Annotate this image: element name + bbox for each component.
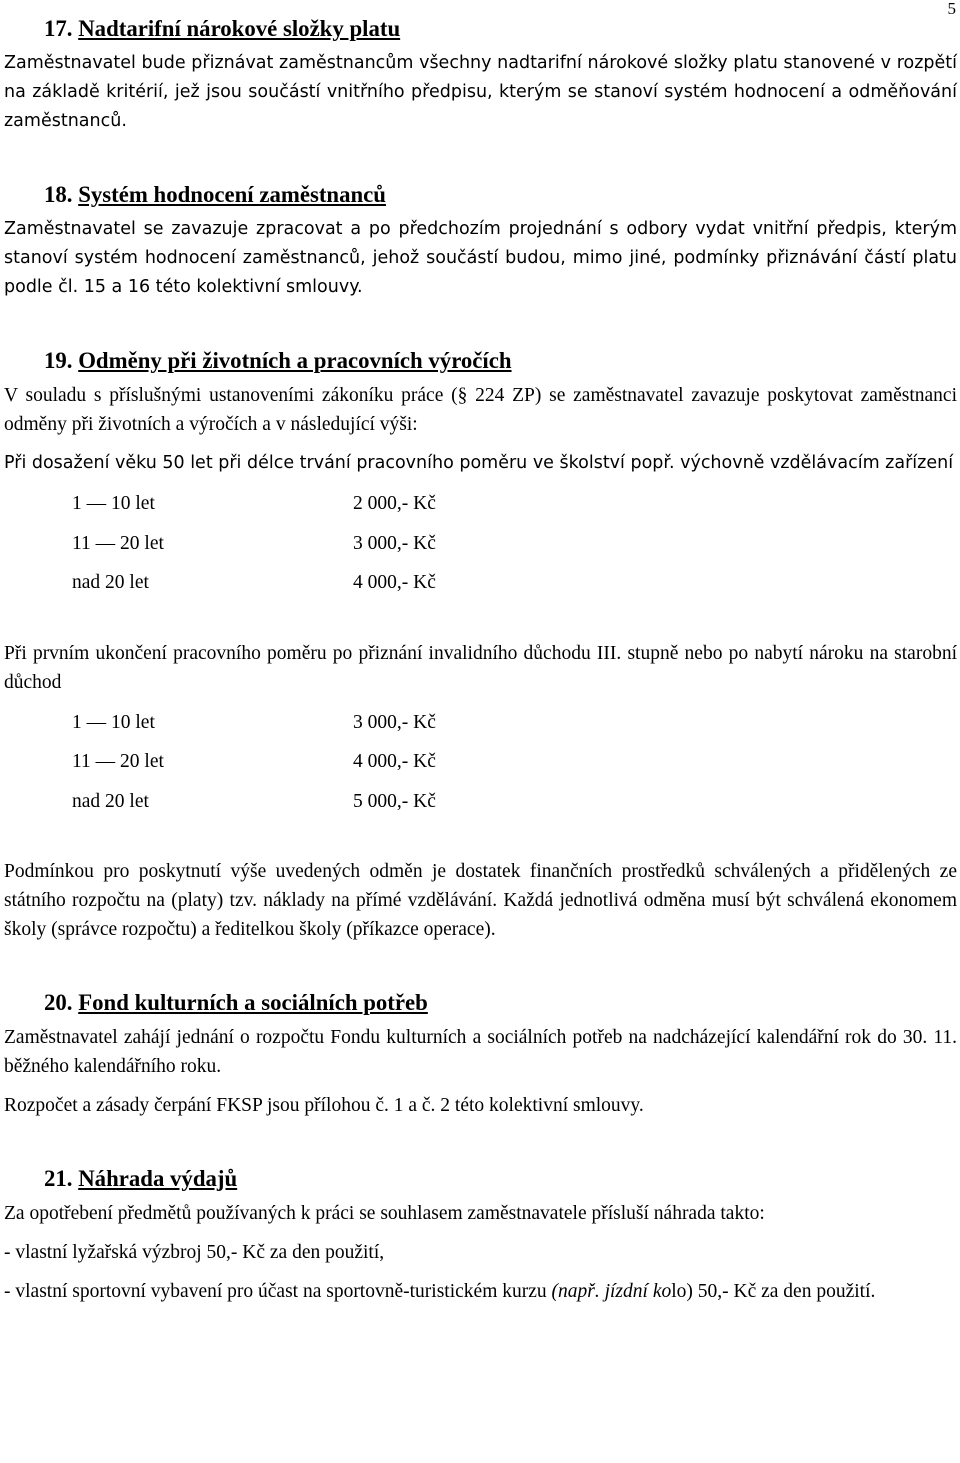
reward-table-1 <box>4 484 957 603</box>
section-title: Nadtarifní nárokové složky platu <box>78 16 401 41</box>
section-number: 17. <box>44 16 73 41</box>
list-item <box>4 1277 957 1306</box>
period-cell: 11 — 20 let <box>72 532 164 554</box>
item-text: - vlastní sportovní vybavení pro účast na sportovně-turistickém kurzu <box>4 1281 552 1302</box>
section-18-heading <box>4 180 957 209</box>
reward-row <box>72 524 957 564</box>
section-20-paragraph: Zaměstnavatel zahájí jednání o rozpočtu Fondu kulturních a sociálních potřeb na nadcházející kalendářní rok do 30. 11. běžného kalendářního roku. <box>4 1027 957 1077</box>
section-number: 19. <box>44 348 73 373</box>
amount-cell: 4 000,- Kč <box>353 572 436 594</box>
section-18-paragraph: Zaměstnavatel se zavazuje zpracovat a po předchozím projednání s odbory vydat vnitřní předpis, kterým stanoví systém hodnocení zaměstnanců, jehož součástí budou, mimo jiné, podmínky přiznávání částí platu podle čl. 15 a 16 této kolektivní smlouvy. <box>4 219 957 297</box>
period-cell: 1 — 10 let <box>72 493 155 515</box>
item-text: lo) 50,- Kč za den použití. <box>671 1281 876 1302</box>
section-number: 20. <box>44 990 73 1015</box>
amount-cell: 3 000,- Kč <box>353 532 436 554</box>
section-21-intro: Za opotřebení předmětů používaných k práci se souhlasem zaměstnavatele přísluší náhrada takto: <box>4 1203 765 1224</box>
reward-row <box>72 742 957 782</box>
document-body <box>4 14 957 1306</box>
reward-row <box>72 703 957 743</box>
reward-table-2 <box>4 703 957 822</box>
section-number: 18. <box>44 182 73 207</box>
reward-row <box>72 563 957 603</box>
section-17-paragraph: Zaměstnavatel bude přiznávat zaměstnancům všechny nadtarifní nárokové složky platu stanovené v rozpětí na základě kritérií, jež jsou součástí vnitřního předpisu, kterým se stanoví systém hodnocení a odměňování zaměstnanců. <box>4 53 957 131</box>
section-21-heading <box>4 1164 957 1193</box>
section-title: Fond kulturních a sociálních potřeb <box>78 990 428 1015</box>
section-title: Odměny při životních a pracovních výročích <box>78 348 512 373</box>
amount-cell: 2 000,- Kč <box>353 493 436 515</box>
section-19-case-2: Při prvním ukončení pracovního poměru po přiznání invalidního důchodu III. stupně nebo po nabytí nároku na starobní důchod <box>4 642 957 693</box>
amount-cell: 5 000,- Kč <box>353 790 436 812</box>
section-number: 21. <box>44 1166 73 1191</box>
section-title: Náhrada výdajů <box>78 1166 238 1191</box>
section-17-heading <box>4 14 957 43</box>
section-title: Systém hodnocení zaměstnanců <box>78 182 386 207</box>
section-19-condition: Podmínkou pro poskytnutí výše uvedených odměn je dostatek finančních prostředků schválených a přidělených ze státního rozpočtu na (platy) tzv. náklady na přímé vzdělávání. Každá jednotlivá odměna musí být schválená ekonomem školy (správce rozpočtu) a ředitelkou školy (příkazce operace). <box>4 861 957 940</box>
list-item: - vlastní lyžařská výzbroj 50,- Kč za den použití, <box>4 1242 385 1263</box>
item-italic-text: (např. jízdní ko <box>551 1281 672 1302</box>
amount-cell: 4 000,- Kč <box>353 751 436 773</box>
period-cell: nad 20 let <box>72 572 149 594</box>
section-19-heading <box>4 346 957 375</box>
section-20-heading <box>4 988 957 1017</box>
period-cell: 11 — 20 let <box>72 751 164 773</box>
reward-row <box>72 782 957 822</box>
section-20-paragraph-2: Rozpočet a zásady čerpání FKSP jsou přílohou č. 1 a č. 2 této kolektivní smlouvy. <box>4 1095 644 1116</box>
section-19-intro: V souladu s příslušnými ustanoveními zákoníku práce (§ 224 ZP) se zaměstnavatel zavazuje poskytovat zaměstnanci odměny při životních a výročích a v následující výši: <box>4 385 957 435</box>
section-19-case-1: Při dosažení věku 50 let při délce trvání pracovního poměru ve školství popř. výchovně vzdělávacím zařízení <box>4 453 954 473</box>
reward-row <box>72 484 957 524</box>
amount-cell: 3 000,- Kč <box>353 711 436 733</box>
period-cell: 1 — 10 let <box>72 711 155 733</box>
period-cell: nad 20 let <box>72 790 149 812</box>
page-number: 5 <box>947 0 956 18</box>
